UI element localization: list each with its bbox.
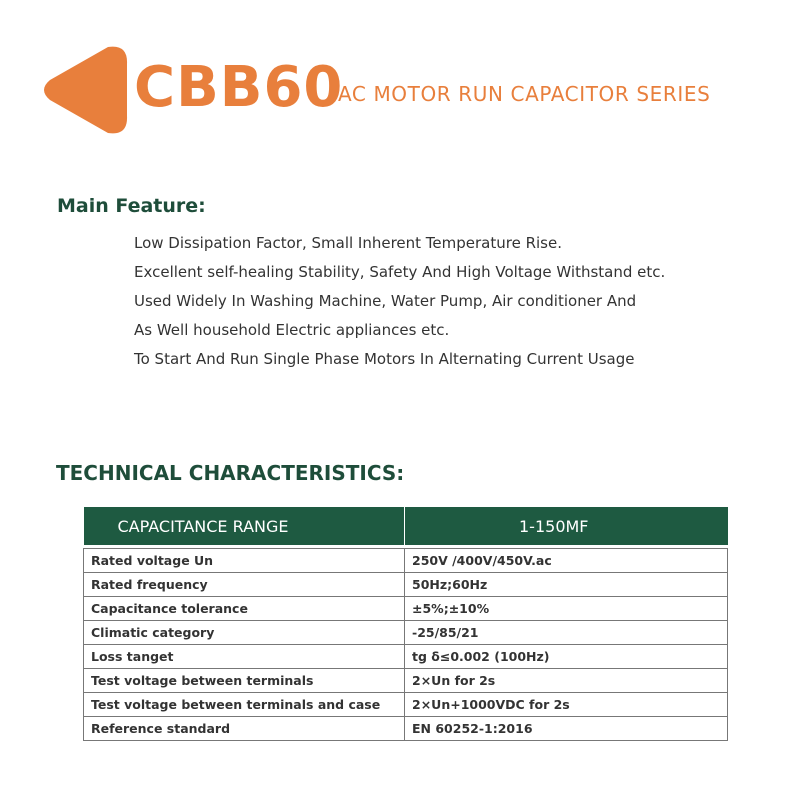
- spec-label: Climatic category: [84, 621, 405, 645]
- table-row: [84, 717, 728, 741]
- table-row: [84, 693, 728, 717]
- spec-value: -25/85/21: [405, 621, 728, 645]
- spec-label: Rated voltage Un: [84, 549, 405, 573]
- technical-characteristics-heading: TECHNICAL CHARACTERISTICS:: [56, 461, 405, 485]
- feature-item: To Start And Run Single Phase Motors In Alternating Current Usage: [134, 350, 635, 368]
- feature-item: Used Widely In Washing Machine, Water Pump, Air conditioner And: [134, 292, 637, 310]
- spec-value: tg δ≤0.002 (100Hz): [405, 645, 728, 669]
- spec-value: 250V /400V/450V.ac: [405, 549, 728, 573]
- table-row: [84, 645, 728, 669]
- table-row: [84, 621, 728, 645]
- table-row: [84, 573, 728, 597]
- logo-triangle-icon: [38, 44, 128, 136]
- spec-value: 2×Un+1000VDC for 2s: [405, 693, 728, 717]
- series-subtitle: AC MOTOR RUN CAPACITOR SERIES: [338, 82, 711, 106]
- table-row: [84, 669, 728, 693]
- feature-item: As Well household Electric appliances etc.: [134, 321, 450, 339]
- table-row: [84, 549, 728, 573]
- spec-value: 2×Un for 2s: [405, 669, 728, 693]
- spec-label: Test voltage between terminals and case: [84, 693, 405, 717]
- spec-label: Test voltage between terminals: [84, 669, 405, 693]
- spec-label: Rated frequency: [84, 573, 405, 597]
- spec-label: Loss tanget: [84, 645, 405, 669]
- feature-item: Excellent self-healing Stability, Safety And High Voltage Withstand etc.: [134, 263, 666, 281]
- spec-label: Reference standard: [84, 717, 405, 741]
- table-row: [84, 597, 728, 621]
- feature-list: [134, 229, 665, 374]
- feature-item: Low Dissipation Factor, Small Inherent Temperature Rise.: [134, 234, 562, 252]
- spec-table-header-row: [84, 507, 728, 545]
- main-feature-heading: Main Feature:: [57, 195, 206, 217]
- spec-value: ±5%;±10%: [405, 597, 728, 621]
- capacitance-range-header: CAPACITANCE RANGE: [84, 507, 405, 545]
- capacitance-range-value: 1-150MF: [405, 507, 728, 545]
- spec-label: Capacitance tolerance: [84, 597, 405, 621]
- spec-table: [83, 507, 728, 741]
- spec-value: 50Hz;60Hz: [405, 573, 728, 597]
- brand-title: CBB60: [134, 55, 344, 120]
- spec-value: EN 60252-1:2016: [405, 717, 728, 741]
